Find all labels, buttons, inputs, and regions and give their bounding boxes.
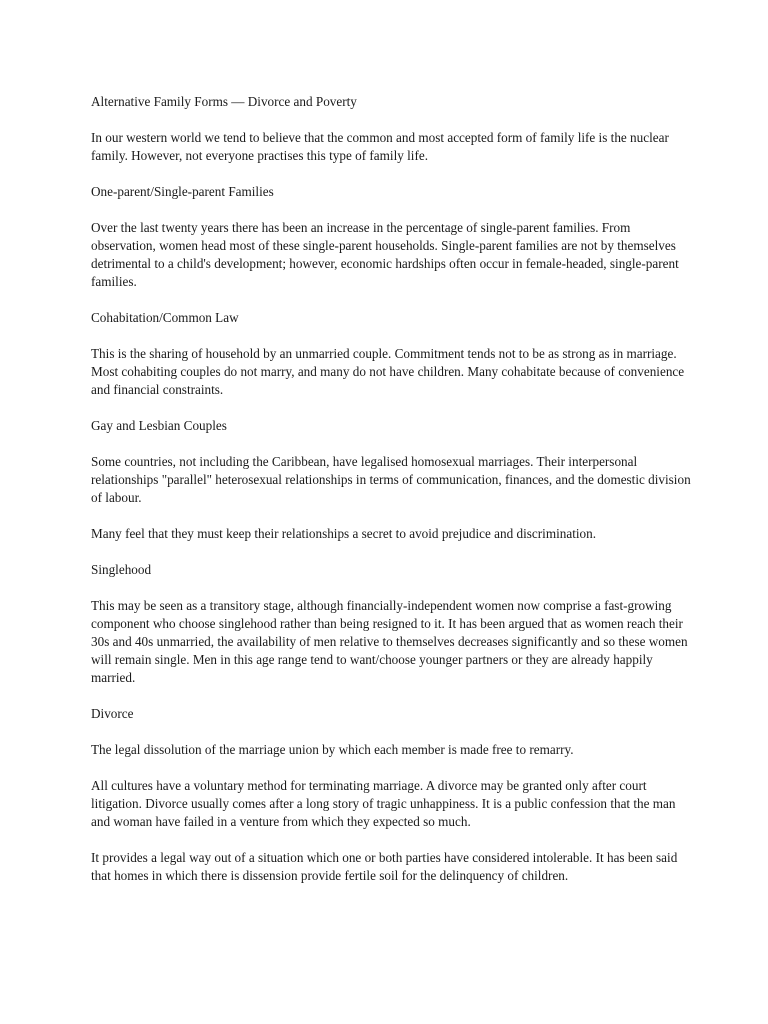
section-heading-singlehood: Singlehood — [91, 562, 152, 577]
section-heading-single-parent: One-parent/Single-parent Families — [91, 184, 274, 199]
section-paragraph: All cultures have a voluntary method for terminating marriage. A divorce may be granted only after court litigation. Divorce usually comes after a long story of tragic unhappiness. It is a public confession that the man and woman have failed in a venture from which they expected so much. — [91, 778, 676, 829]
section-paragraph: Some countries, not including the Caribbean, have legalised homosexual marriages. Their interpersonal relationships "parallel" heterosexual relationships in terms of communication, finances, and the domestic division of labour. — [91, 454, 691, 505]
section-heading-cohabitation: Cohabitation/Common Law — [91, 310, 239, 325]
section-paragraph: Over the last twenty years there has been an increase in the percentage of single-parent families. From observation, women head most of these single-parent households. Single-parent families are not by themselves detrimental to a child's development; however, economic hardships often occur in female-headed, single-parent families. — [91, 220, 679, 289]
document-body — [91, 93, 691, 903]
section-paragraph: Many feel that they must keep their relationships a secret to avoid prejudice and discrimination. — [91, 526, 597, 541]
section-paragraph: This is the sharing of household by an unmarried couple. Commitment tends not to be as strong as in marriage. Most cohabiting couples do not marry, and many do not have children. Many cohabitate because of convenience and financial constraints. — [91, 346, 685, 397]
intro-paragraph: In our western world we tend to believe that the common and most accepted form of family life is the nuclear family. However, not everyone practises this type of family life. — [91, 130, 669, 163]
section-paragraph: It provides a legal way out of a situation which one or both parties have considered intolerable. It has been said that homes in which there is dissension provide fertile soil for the delinquency of children. — [91, 850, 678, 883]
section-heading-divorce: Divorce — [91, 706, 134, 721]
section-heading-gay-lesbian: Gay and Lesbian Couples — [91, 418, 227, 433]
section-paragraph: This may be seen as a transitory stage, although financially-independent women now comprise a fast-growing component who choose singlehood rather than being resigned to it. It has been argued that as women reach their 30s and 40s unmarried, the availability of men relative to themselves decreases significantly and so these women will remain single. Men in this age range tend to want/choose younger partners or they are already happily married. — [91, 598, 688, 685]
section-paragraph: The legal dissolution of the marriage union by which each member is made free to remarry. — [91, 742, 574, 757]
document-title: Alternative Family Forms — Divorce and Poverty — [91, 94, 357, 109]
